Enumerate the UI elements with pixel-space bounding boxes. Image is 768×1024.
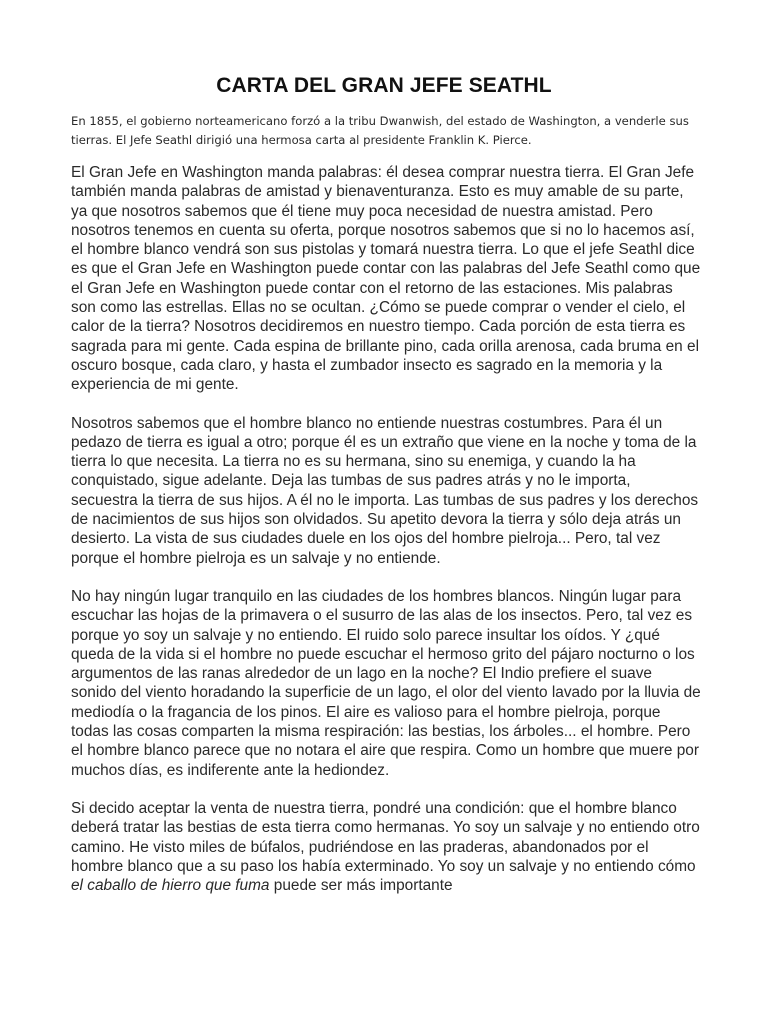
body-paragraph-1: El Gran Jefe en Washington manda palabras: él desea comprar nuestra tierra. El Gran Jefe también manda palabras de amistad y bienaventuranza. Esto es muy amable de su parte, ya que nosotros sabemos que él tiene muy poca necesidad de nuestra amistad. Pero nosotros tenemos en cuenta su oferta, porque nosotros sabemos que si no lo hacemos así, el hombre blanco vendrá son sus pistolas y tomará nuestra tierra. Lo que el jefe Seathl dice es que el Gran Jefe en Washington puede contar con las palabras del Jefe Seathl como que el Gran Jefe en Washington puede contar con el retorno de las estaciones. Mis palabras son como las estrellas. Ellas no se ocultan. ¿Cómo se puede comprar o vender el cielo, el calor de la tierra? Nosotros decidiremos en nuestro tiempo. Cada porción de esta tierra es sagrada para mi gente. Cada espina de brillante pino, cada orilla arenosa, cada bruma en el oscuro bosque, cada claro, y hasta el zumbador insecto es sagrado en la memoria y la experiencia de mi gente.: [71, 164, 701, 394]
body-paragraph-2: Nosotros sabemos que el hombre blanco no entiende nuestras costumbres. Para él un pedazo de tierra es igual a otro; porque él es un extraño que viene en la noche y toma de la tierra lo que necesita. La tierra no es su hermana, sino su enemiga, y cuando la ha conquistado, sigue adelante. Deja las tumbas de sus padres atrás y no le importa, secuestra la tierra de sus hijos. A él no le importa. Las tumbas de sus padres y los derechos de nacimientos de sus hijos son olvidados. Su apetito devora la tierra y sólo deja atrás un desierto. La vista de sus ciudades duele en los ojos del hombre pielroja... Pero, tal vez porque el hombre pielroja es un salvaje y no entiende.: [71, 414, 699, 567]
body-paragraph-4: [71, 799, 701, 895]
body-paragraph-4-text: Si decido aceptar la venta de nuestra tierra, pondré una condición: que el hombre blanco deberá tratar las bestias de esta tierra como hermanas. Yo soy un salvaje y no entiendo otro camino. He visto miles de búfalos, pudriéndose en las praderas, abandonados por el hombre blanco que a su paso los había exterminado. Yo soy un salvaje y no entiendo cómo: [71, 799, 700, 875]
body-paragraph-3: No hay ningún lugar tranquilo en las ciudades de los hombres blancos. Ningún lugar para escuchar las hojas de la primavera o el susurro de las alas de los insectos. Pero, tal vez es porque yo soy un salvaje y no entiendo. El ruido solo parece insultar los oídos. Y ¿qué queda de la vida si el hombre no puede escuchar el hermoso grito del pájaro nocturno o los argumentos de las ranas alrededor de un lago en la noche? El Indio prefiere el suave sonido del viento horadando la superficie de un lago, el olor del viento lavado por la lluvia de mediodía o la fragancia de los pinos. El aire es valioso para el hombre pielroja, porque todas las cosas comparten la misma respiración: las bestias, los árboles... el hombre. Pero el hombre blanco parece que no notara el aire que respira. Como un hombre que muere por muchos días, es indiferente ante la hediondez.: [71, 587, 701, 779]
letter-body: [71, 163, 701, 914]
italic-phrase: el caballo de hierro que fuma: [71, 877, 270, 895]
intro-paragraph: En 1855, el gobierno norteamericano forzó a la tribu Dwanwish, del estado de Washington, a venderle sus tierras. El Jefe Seathl dirigió una hermosa carta al presidente Franklin K. Pierce.: [71, 114, 689, 147]
document-title: CARTA DEL GRAN JEFE SEATHL: [216, 74, 552, 97]
body-paragraph-4-tail: puede ser más importante: [269, 877, 453, 895]
